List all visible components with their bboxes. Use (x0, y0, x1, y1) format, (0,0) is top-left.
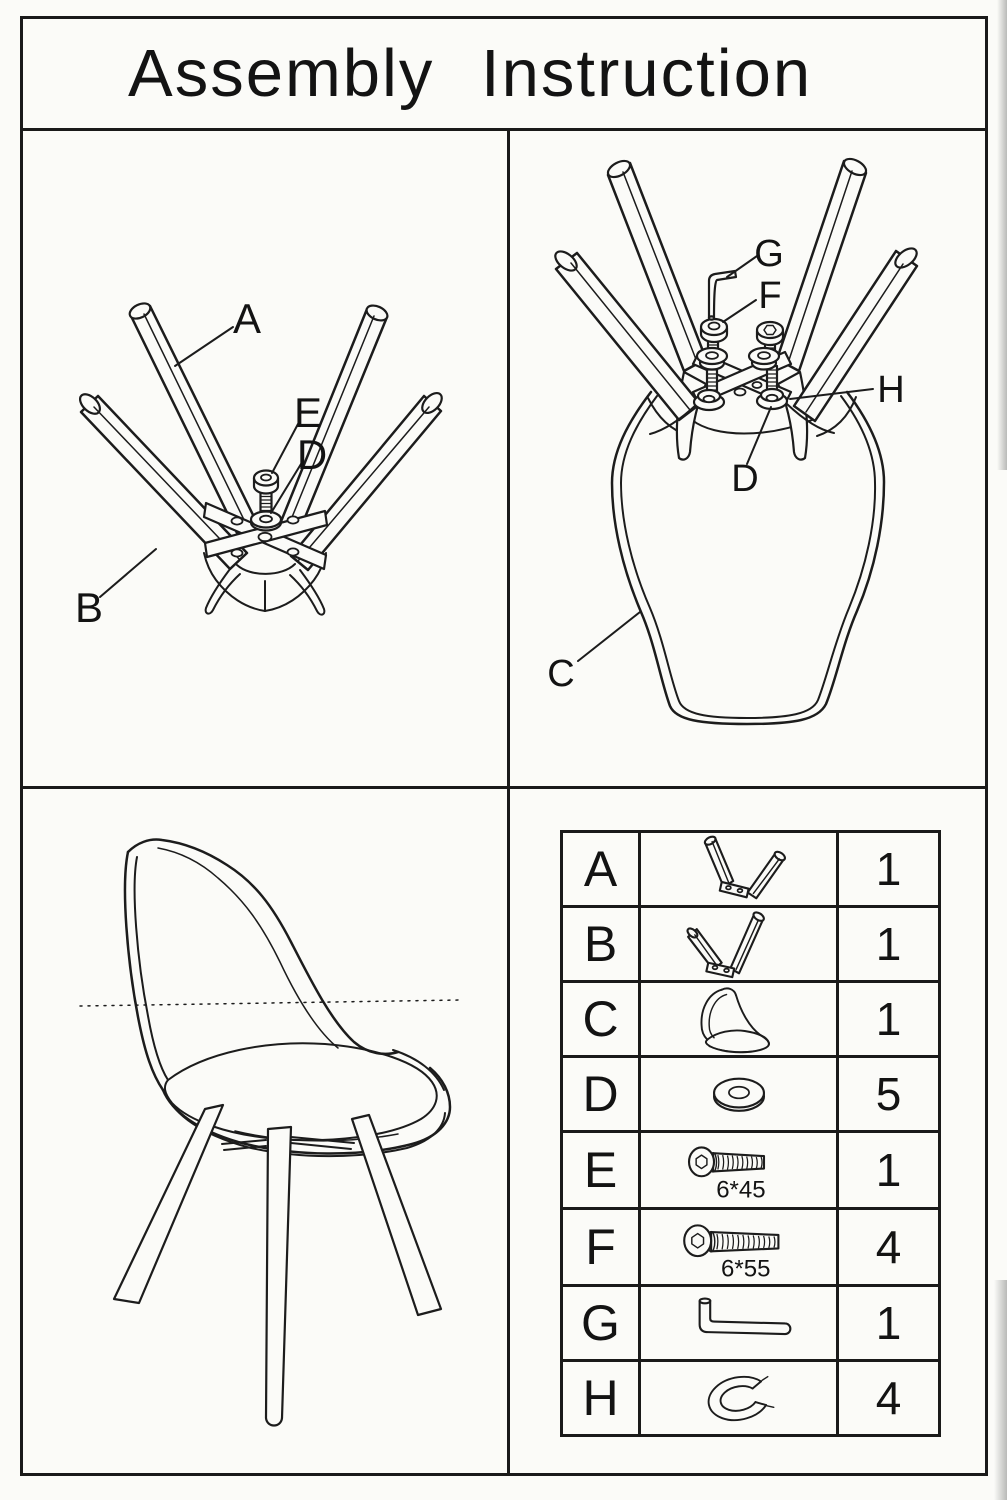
label-d: D (731, 458, 759, 500)
table-row-a (562, 832, 940, 907)
leg-frame-a-icon (644, 833, 834, 905)
hex-bolt-6x55-icon (644, 1210, 834, 1284)
part-qty: 1 (838, 832, 940, 907)
parts-table (560, 830, 941, 1437)
allen-key-icon (644, 1287, 834, 1359)
part-qty: 1 (838, 1132, 940, 1209)
label-e: E (293, 389, 323, 436)
label-b: B (74, 584, 104, 631)
page-title: Assembly Instruction (128, 36, 813, 111)
part-icon-cell (640, 982, 838, 1057)
seat-shell (612, 392, 884, 724)
seat-shell-icon (644, 983, 834, 1055)
label-g: G (754, 233, 784, 275)
table-row-h (562, 1361, 940, 1436)
part-qty: 4 (838, 1361, 940, 1436)
part-qty: 1 (838, 982, 940, 1057)
chair-right-leg (352, 1115, 441, 1315)
table-row-f (562, 1209, 940, 1286)
label-a: A (232, 295, 262, 342)
label-h: H (877, 369, 905, 411)
bolt-size-label: 6*55 (720, 1255, 770, 1283)
washer-d (251, 512, 281, 531)
part-icon-cell (640, 832, 838, 907)
part-letter: D (562, 1057, 640, 1132)
table-row-d (562, 1057, 940, 1132)
chair-back-leg (266, 1127, 291, 1426)
part-qty: 4 (838, 1209, 940, 1286)
scan-edge-artifact (994, 1280, 1007, 1500)
part-qty: 1 (838, 907, 940, 982)
label-d: D (296, 431, 328, 478)
part-letter: H (562, 1361, 640, 1436)
part-icon-cell (640, 1286, 838, 1361)
part-letter: G (562, 1286, 640, 1361)
part-letter: E (562, 1132, 640, 1209)
table-row-g (562, 1286, 940, 1361)
part-letter: A (562, 832, 640, 907)
scan-edge-artifact (997, 0, 1007, 470)
part-icon-cell (640, 1209, 838, 1286)
part-letter: B (562, 907, 640, 982)
table-row-b (562, 907, 940, 982)
allen-key (709, 271, 736, 320)
chair-shell (125, 840, 444, 1090)
leg-frame-b-icon (644, 908, 834, 980)
part-qty: 1 (838, 1286, 940, 1361)
part-letter: F (562, 1209, 640, 1286)
table-row-e (562, 1132, 940, 1209)
flat-washer-icon (644, 1058, 834, 1130)
part-letter: C (562, 982, 640, 1057)
hex-bolt-6x45-icon (644, 1133, 834, 1207)
part-icon-cell (640, 1361, 838, 1436)
title-band (20, 16, 988, 131)
part-qty: 5 (838, 1057, 940, 1132)
part-icon-cell (640, 1132, 838, 1209)
bolt-size-label: 6*45 (715, 1176, 766, 1204)
label-f: F (758, 275, 782, 317)
part-icon-cell (640, 907, 838, 982)
lock-washer-icon (644, 1362, 834, 1434)
assembled-chair-diagram (23, 789, 507, 1473)
part-icon-cell (640, 1057, 838, 1132)
table-row-c (562, 982, 940, 1057)
base-frame-exploded-diagram (23, 131, 507, 784)
seat-underside-assembly-diagram (510, 131, 985, 784)
chair-left-leg (114, 1105, 223, 1303)
label-c: C (547, 653, 575, 695)
